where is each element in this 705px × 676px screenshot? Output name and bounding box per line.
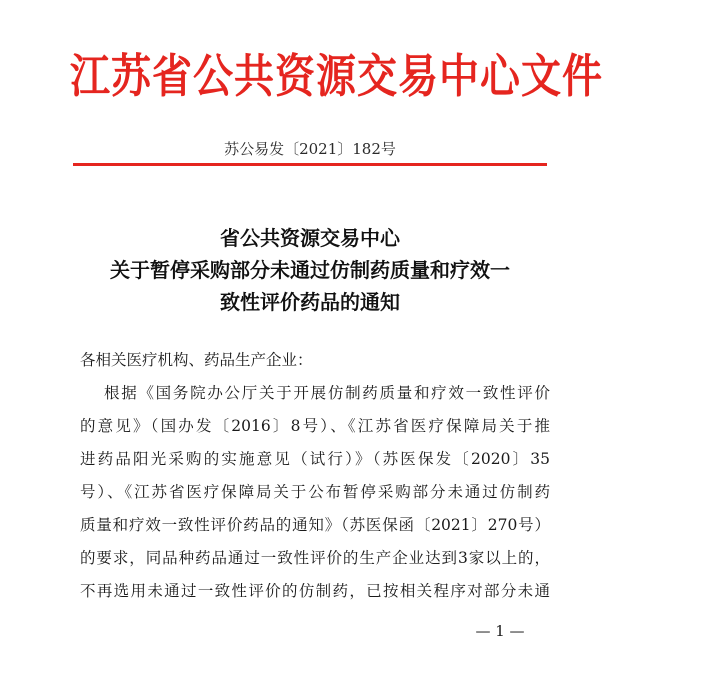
body-line-4: 号）、《江苏省医疗保障局关于公布暂停采购部分未通过仿制药 — [80, 483, 550, 501]
body-line-6: 的要求，同品种药品通过一致性评价的生产企业达到3家以上的， — [80, 549, 550, 567]
page-number: — 1 — — [475, 622, 525, 640]
notice-title-line-2: 关于暂停采购部分未通过仿制药质量和疗效一 — [110, 258, 510, 282]
salutation: 各相关医疗机构、药品生产企业： — [80, 351, 313, 369]
body-line-3: 进药品阳光采购的实施意见（试行）》（苏医保发〔2020〕35 — [80, 450, 550, 468]
notice-title-line-1: 省公共资源交易中心 — [220, 226, 400, 250]
issuing-organization-title: 江苏省公共资源交易中心文件 — [70, 50, 603, 104]
notice-title-line-3: 致性评价药品的通知 — [220, 290, 400, 314]
body-line-2: 的意见》（国办发〔2016〕8号）、《江苏省医疗保障局关于推 — [80, 417, 550, 435]
body-line-1: 根据《国务院办公厅关于开展仿制药质量和疗效一致性评价 — [104, 384, 550, 402]
document-number: 苏公易发〔2021〕182号 — [224, 140, 396, 158]
body-line-5: 质量和疗效一致性评价药品的通知》（苏医保函〔2021〕270号） — [80, 516, 550, 534]
body-line-7: 不再选用未通过一致性评价的仿制药，已按相关程序对部分未通 — [80, 582, 550, 600]
red-divider-line — [73, 163, 547, 166]
